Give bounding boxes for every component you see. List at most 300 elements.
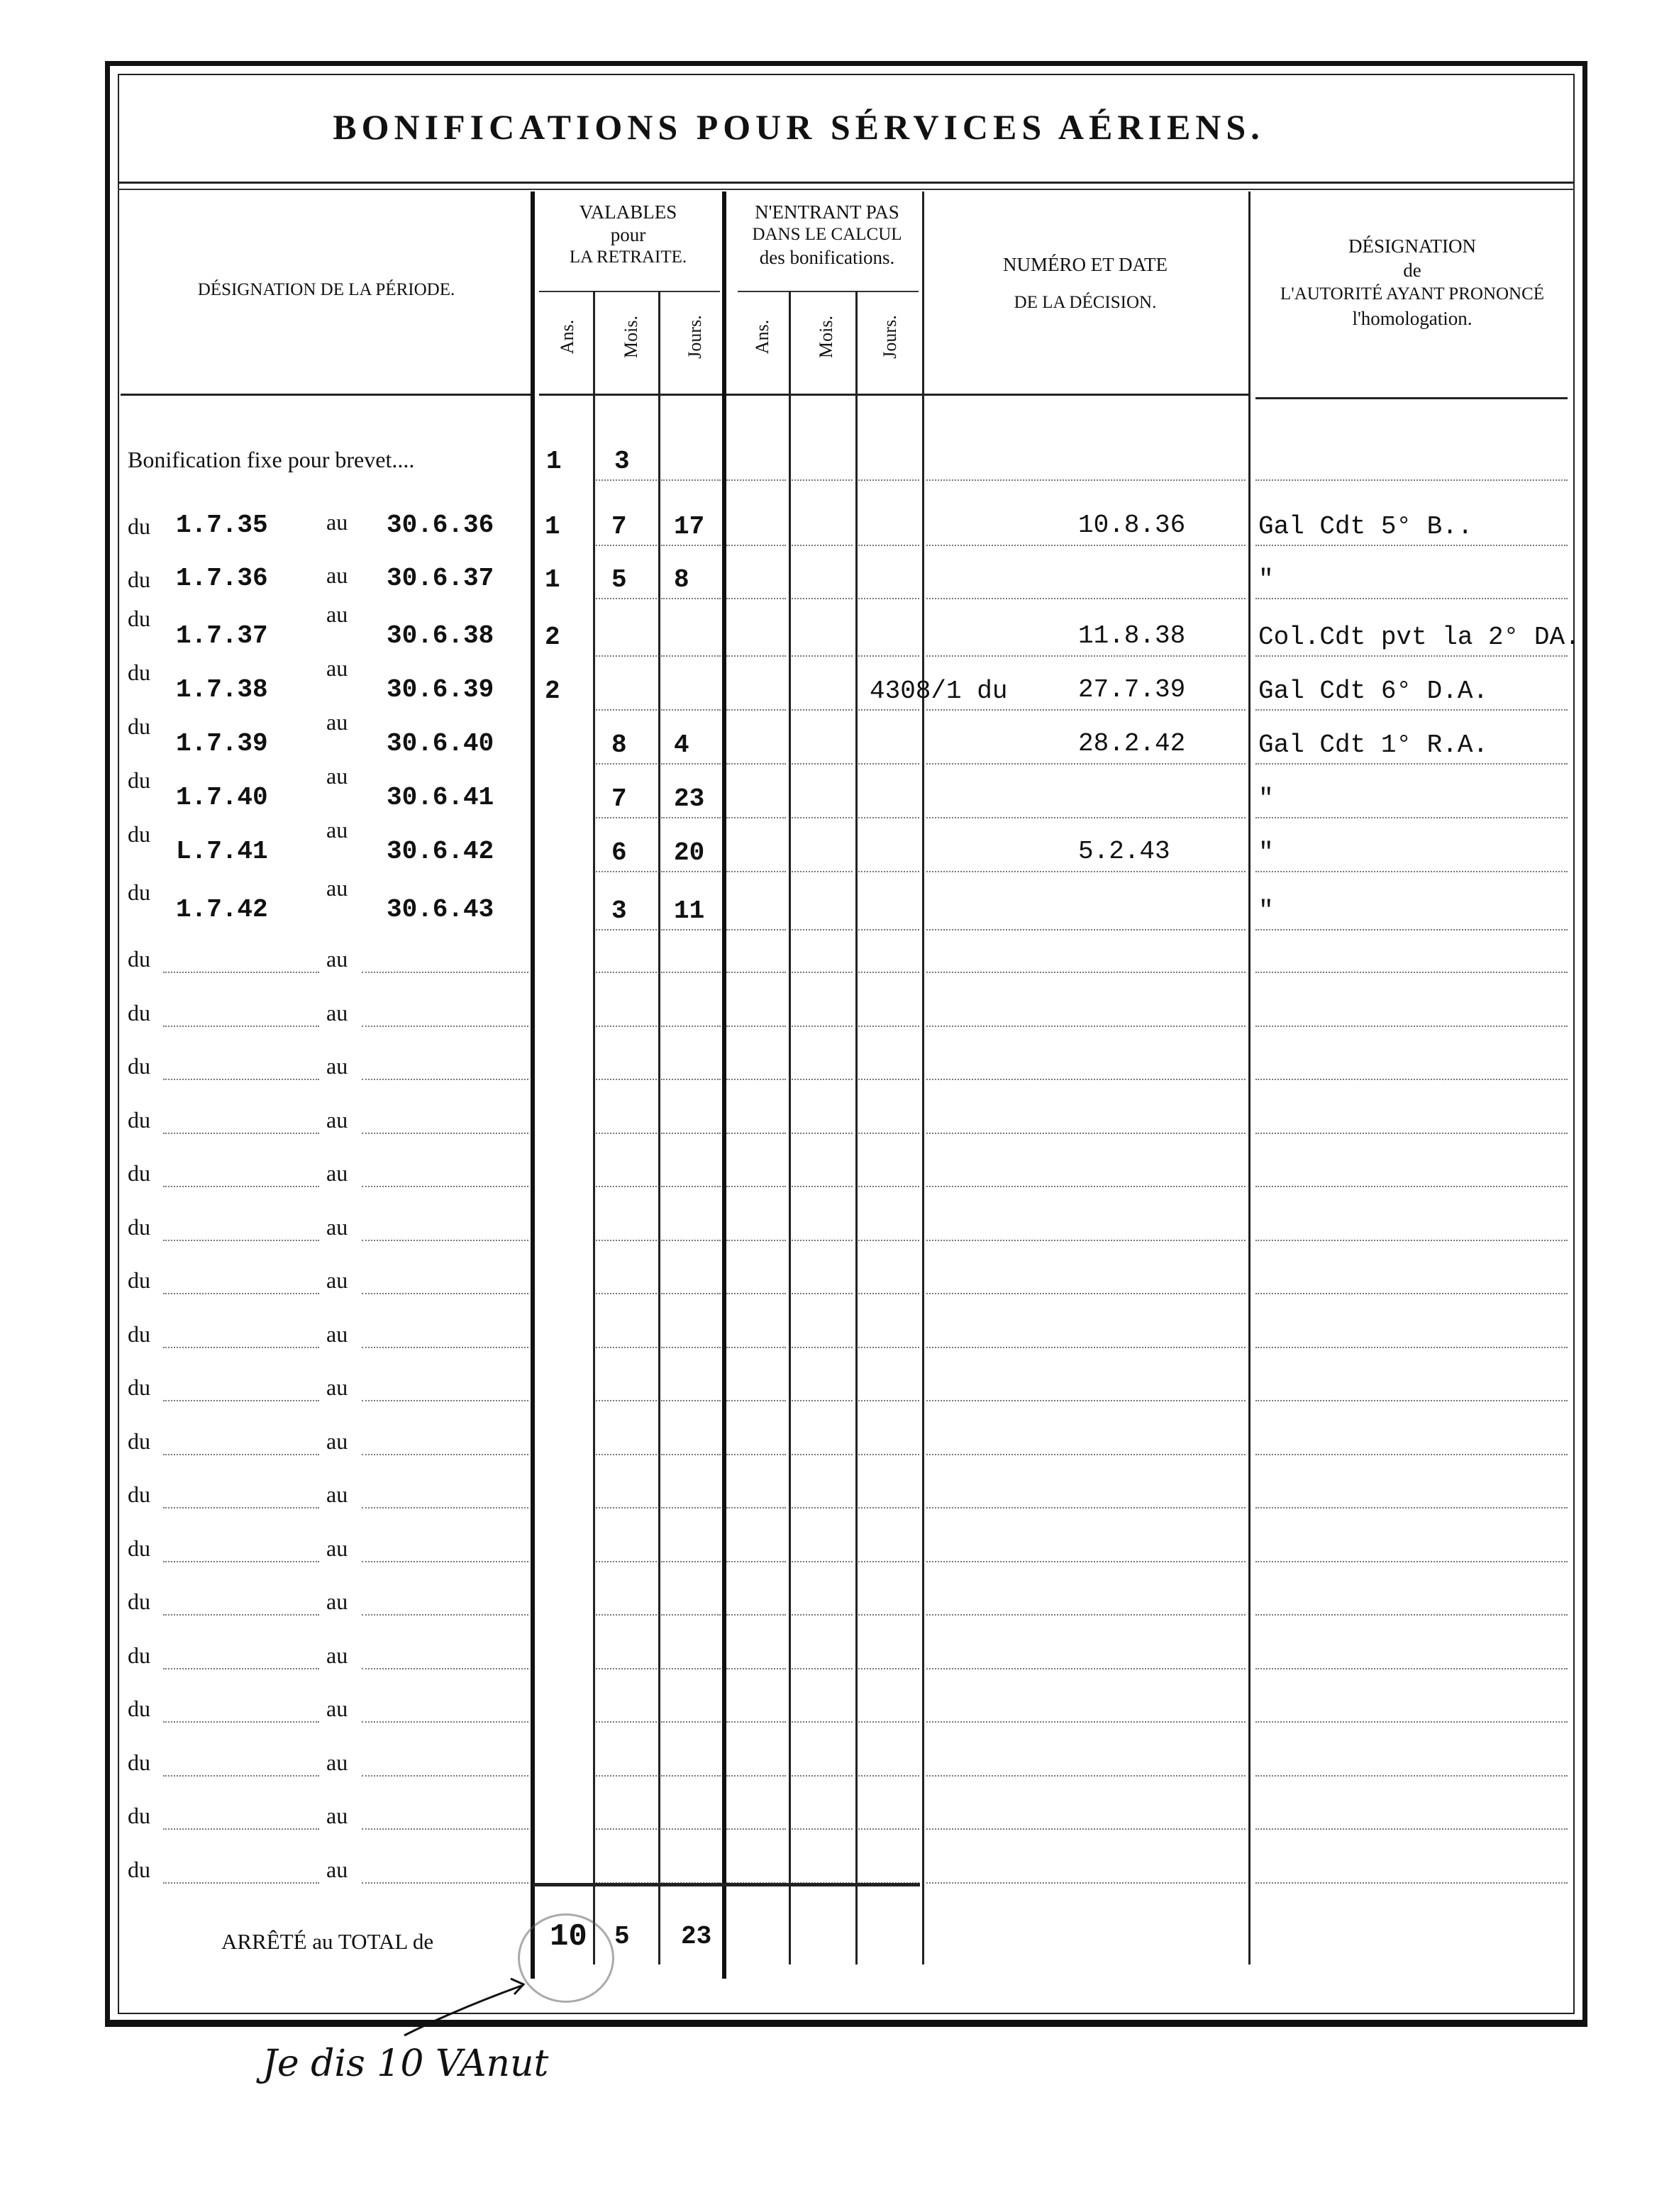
- row-dotted-line: [926, 929, 1246, 930]
- row-from: L.7.41: [176, 837, 268, 866]
- row-autorite: Gal Cdt 1° R.A.: [1258, 730, 1489, 760]
- row-dotted-line: [792, 1240, 853, 1241]
- row-dotted-line: [858, 598, 919, 599]
- row-dotted-line: [596, 1454, 657, 1455]
- row-dotted-line: [661, 1721, 721, 1723]
- row-dotted-line: [858, 545, 919, 546]
- row-date: 5.2.43: [1078, 837, 1170, 866]
- row-dotted-line: [726, 709, 786, 711]
- empty-row-dotted-1: [163, 1347, 319, 1348]
- row-dotted-line: [726, 763, 786, 765]
- row-dotted-line: [1255, 1668, 1568, 1669]
- empty-row-du: du: [128, 1643, 150, 1668]
- row-dotted-line: [858, 1026, 919, 1027]
- row-dotted-line: [726, 1293, 786, 1294]
- row-dotted-line: [661, 1561, 721, 1562]
- empty-row-du: du: [128, 1589, 150, 1614]
- row-dotted-line: [1255, 1775, 1568, 1777]
- empty-row-dotted-2: [362, 1882, 528, 1884]
- row-dotted-line: [926, 1454, 1246, 1455]
- row-dotted-line: [792, 1186, 853, 1187]
- row-dotted-line: [926, 817, 1246, 818]
- row-mois: 5: [611, 565, 627, 594]
- empty-row-dotted-2: [362, 1133, 528, 1134]
- empty-row-dotted-2: [362, 1614, 528, 1616]
- row-dotted-line: [926, 871, 1246, 872]
- empty-row-dotted-2: [362, 1186, 528, 1187]
- row-dotted-line: [596, 1133, 657, 1134]
- row-dotted-line: [858, 1828, 919, 1830]
- row-dotted-line: [661, 929, 721, 930]
- nentrant-brace: [738, 291, 919, 292]
- col-line-ans2: [789, 291, 791, 1964]
- empty-row-dotted-2: [362, 1775, 528, 1777]
- empty-row-dotted-2: [362, 1400, 528, 1401]
- row-dotted-line: [661, 1079, 721, 1080]
- row-mois: 8: [611, 730, 627, 760]
- row-dotted-line: [1255, 1882, 1568, 1884]
- row-dotted-line: [596, 871, 657, 872]
- row-dotted-line: [661, 1186, 721, 1187]
- row-dotted-line: [858, 1561, 919, 1562]
- row-date: 28.2.42: [1078, 729, 1186, 758]
- row-to: 30.6.41: [387, 783, 494, 812]
- row-dotted-line: [858, 1347, 919, 1348]
- empty-row-dotted-1: [163, 972, 319, 973]
- row-dotted-line: [661, 763, 721, 765]
- row-dotted-line: [858, 479, 919, 481]
- row-date: 10.8.36: [1078, 511, 1186, 540]
- row-dotted-line: [596, 1293, 657, 1294]
- row-dotted-line: [792, 1454, 853, 1455]
- row-dotted-line: [792, 709, 853, 711]
- row-dotted-line: [792, 1668, 853, 1669]
- col-line-numero: [1248, 191, 1251, 1964]
- empty-row-dotted-1: [163, 1828, 319, 1830]
- row-dotted-line: [858, 1240, 919, 1241]
- empty-row-au: au: [326, 1857, 348, 1882]
- row-ans: 2: [545, 623, 560, 652]
- row-jours: 4: [674, 730, 689, 760]
- empty-row-au: au: [326, 1482, 348, 1507]
- row-to: 30.6.36: [387, 511, 494, 540]
- empty-row-au: au: [326, 1160, 348, 1186]
- row-dotted-line: [858, 1507, 919, 1508]
- empty-row-dotted-2: [362, 1454, 528, 1455]
- row-dotted-line: [661, 1293, 721, 1294]
- row-dotted-line: [792, 1775, 853, 1777]
- empty-row-du: du: [128, 1428, 150, 1454]
- empty-row-du: du: [128, 1535, 150, 1561]
- brevet-mois: 3: [614, 447, 630, 476]
- row-dotted-line: [926, 1721, 1246, 1723]
- row-from: 1.7.40: [176, 783, 268, 812]
- handwritten-note: Je dis 10 VAnut: [262, 2043, 549, 2085]
- empty-row-dotted-1: [163, 1721, 319, 1723]
- row-dotted-line: [926, 1186, 1246, 1187]
- row-dotted-line: [1255, 972, 1568, 973]
- empty-row-dotted-2: [362, 1026, 528, 1027]
- row-dotted-line: [661, 1775, 721, 1777]
- empty-row-du: du: [128, 1696, 150, 1721]
- row-dotted-line: [661, 972, 721, 973]
- row-dotted-line: [596, 709, 657, 711]
- row-du-label: du: [128, 767, 150, 793]
- empty-row-dotted-1: [163, 1882, 319, 1884]
- row-jours: 8: [674, 565, 689, 594]
- inner-frame: [118, 74, 1575, 2014]
- header-mois-1: Mois.: [621, 316, 641, 358]
- row-dotted-line: [926, 1347, 1246, 1348]
- row-dotted-line: [596, 1561, 657, 1562]
- row-dotted-line: [792, 817, 853, 818]
- row-from: 1.7.36: [176, 564, 268, 593]
- row-du-label: du: [128, 879, 150, 905]
- row-dotted-line: [926, 1240, 1246, 1241]
- row-dotted-line: [661, 1614, 721, 1616]
- row-dotted-line: [726, 1507, 786, 1508]
- row-dotted-line: [596, 1400, 657, 1401]
- empty-row-dotted-1: [163, 1775, 319, 1777]
- total-label: ARRÊTÉ au TOTAL de: [221, 1929, 434, 1954]
- row-dotted-line: [1255, 1026, 1568, 1027]
- header-nentrant: N'ENTRANT PAS DANS LE CALCUL des bonifications.: [752, 201, 902, 268]
- header-periode: DÉSIGNATION DE LA PÉRIODE.: [197, 280, 455, 299]
- row-dotted-line: [596, 545, 657, 546]
- row-to: 30.6.40: [387, 729, 494, 758]
- row-du-label: du: [128, 660, 150, 685]
- total-rule: [533, 1883, 920, 1886]
- header-ans-2: Ans.: [752, 319, 772, 355]
- row-dotted-line: [1255, 598, 1568, 599]
- row-dotted-line: [792, 1293, 853, 1294]
- empty-row-dotted-1: [163, 1186, 319, 1187]
- row-dotted-line: [1255, 1240, 1568, 1241]
- empty-row-dotted-1: [163, 1133, 319, 1134]
- empty-row-dotted-2: [362, 1561, 528, 1562]
- row-dotted-line: [726, 1614, 786, 1616]
- row-dotted-line: [726, 1828, 786, 1830]
- row-num: 4308/1 du: [870, 677, 1008, 706]
- empty-row-au: au: [326, 946, 348, 972]
- row-dotted-line: [858, 709, 919, 711]
- brevet-label: Bonification fixe pour brevet....: [128, 447, 415, 472]
- row-dotted-line: [792, 1614, 853, 1616]
- row-dotted-line: [858, 1614, 919, 1616]
- row-autorite: Gal Cdt 6° D.A.: [1258, 677, 1489, 706]
- row-dotted-line: [1255, 1133, 1568, 1134]
- empty-row-dotted-2: [362, 1079, 528, 1080]
- row-mois: 7: [611, 512, 627, 541]
- empty-row-du: du: [128, 946, 150, 972]
- empty-row-au: au: [326, 1267, 348, 1293]
- header-numero: NUMÉRO ET DATE DE LA DÉCISION.: [1003, 254, 1168, 312]
- row-dotted-line: [596, 1775, 657, 1777]
- row-dotted-line: [792, 1347, 853, 1348]
- row-dotted-line: [596, 1614, 657, 1616]
- header-bottom-rule-2: [539, 394, 1248, 396]
- row-dotted-line: [726, 1240, 786, 1241]
- header-jours-2: Jours.: [880, 315, 900, 359]
- row-dotted-line: [858, 1293, 919, 1294]
- row-au-label: au: [326, 763, 348, 789]
- row-dotted-line: [926, 1507, 1246, 1508]
- row-dotted-line: [661, 545, 721, 546]
- row-dotted-line: [792, 1721, 853, 1723]
- row-dotted-line: [726, 479, 786, 481]
- row-dotted-line: [596, 1507, 657, 1508]
- empty-row-du: du: [128, 1482, 150, 1507]
- empty-row-au: au: [326, 1214, 348, 1240]
- row-dotted-line: [1255, 1561, 1568, 1562]
- header-bottom-rule-1: [121, 394, 535, 396]
- row-dotted-line: [596, 1240, 657, 1241]
- row-dotted-line: [726, 817, 786, 818]
- row-dotted-line: [858, 1721, 919, 1723]
- row-dotted-line: [596, 972, 657, 973]
- empty-row-au: au: [326, 1053, 348, 1079]
- empty-row-dotted-2: [362, 1507, 528, 1508]
- row-du-label: du: [128, 513, 150, 539]
- row-dotted-line: [1255, 817, 1568, 818]
- row-to: 30.6.38: [387, 621, 494, 650]
- row-dotted-line: [596, 763, 657, 765]
- total-ans: 10: [550, 1919, 587, 1955]
- empty-row-au: au: [326, 1107, 348, 1133]
- title-rule: [118, 182, 1575, 184]
- header-valables: VALABLES pour LA RETRAITE.: [569, 201, 687, 267]
- empty-row-au: au: [326, 1321, 348, 1347]
- row-dotted-line: [1255, 1721, 1568, 1723]
- row-autorite: Col.Cdt pvt la 2° DA.: [1258, 623, 1580, 652]
- row-dotted-line: [858, 929, 919, 930]
- empty-row-du: du: [128, 1803, 150, 1828]
- valables-brace: [539, 291, 720, 292]
- row-jours: 17: [674, 512, 705, 541]
- col-line-jours1: [722, 191, 726, 1979]
- row-dotted-line: [726, 1026, 786, 1027]
- empty-row-au: au: [326, 1000, 348, 1026]
- row-dotted-line: [926, 1026, 1246, 1027]
- title-rule-2: [118, 189, 1575, 190]
- row-dotted-line: [792, 1026, 853, 1027]
- empty-row-dotted-1: [163, 1668, 319, 1669]
- row-dotted-line: [858, 1186, 919, 1187]
- brevet-ans: 1: [546, 447, 562, 476]
- empty-row-dotted-1: [163, 1561, 319, 1562]
- row-dotted-line: [726, 1721, 786, 1723]
- row-dotted-line: [726, 1775, 786, 1777]
- empty-row-dotted-1: [163, 1293, 319, 1294]
- row-jours: 20: [674, 838, 705, 867]
- row-autorite: ": [1258, 838, 1274, 867]
- empty-row-au: au: [326, 1643, 348, 1668]
- row-au-label: au: [326, 601, 348, 627]
- row-du-label: du: [128, 821, 150, 847]
- row-dotted-line: [726, 1133, 786, 1134]
- row-dotted-line: [1255, 871, 1568, 872]
- row-dotted-line: [792, 1507, 853, 1508]
- empty-row-dotted-1: [163, 1507, 319, 1508]
- empty-row-dotted-2: [362, 1240, 528, 1241]
- col-line-periode: [531, 191, 535, 1979]
- row-autorite: Gal Cdt 5° B..: [1258, 512, 1473, 541]
- empty-row-au: au: [326, 1589, 348, 1614]
- col-line-mois2: [855, 291, 858, 1964]
- row-dotted-line: [661, 1454, 721, 1455]
- row-dotted-line: [926, 545, 1246, 546]
- empty-row-dotted-1: [163, 1026, 319, 1027]
- row-dotted-line: [1255, 1400, 1568, 1401]
- row-dotted-line: [1255, 655, 1568, 657]
- row-au-label: au: [326, 509, 348, 535]
- row-dotted-line: [661, 1133, 721, 1134]
- row-ans: 2: [545, 677, 560, 706]
- row-dotted-line: [792, 598, 853, 599]
- empty-row-du: du: [128, 1107, 150, 1133]
- row-jours: 11: [674, 896, 705, 926]
- row-dotted-line: [596, 1186, 657, 1187]
- row-dotted-line: [661, 1400, 721, 1401]
- row-to: 30.6.37: [387, 564, 494, 593]
- row-dotted-line: [792, 1828, 853, 1830]
- row-dotted-line: [792, 929, 853, 930]
- row-dotted-line: [1255, 1507, 1568, 1508]
- row-dotted-line: [792, 1400, 853, 1401]
- row-dotted-line: [596, 1347, 657, 1348]
- row-dotted-line: [926, 1614, 1246, 1616]
- empty-row-au: au: [326, 1535, 348, 1561]
- empty-row-du: du: [128, 1160, 150, 1186]
- row-dotted-line: [926, 972, 1246, 973]
- row-dotted-line: [726, 929, 786, 930]
- row-dotted-line: [792, 1079, 853, 1080]
- row-dotted-line: [792, 545, 853, 546]
- row-dotted-line: [792, 871, 853, 872]
- row-dotted-line: [858, 871, 919, 872]
- row-dotted-line: [926, 709, 1246, 711]
- row-autorite: ": [1258, 896, 1274, 926]
- row-dotted-line: [926, 1400, 1246, 1401]
- empty-row-dotted-1: [163, 1240, 319, 1241]
- row-dotted-line: [858, 1400, 919, 1401]
- row-dotted-line: [792, 479, 853, 481]
- row-dotted-line: [1255, 1186, 1568, 1187]
- row-dotted-line: [926, 1079, 1246, 1080]
- row-dotted-line: [1255, 1614, 1568, 1616]
- col-line-jours2: [922, 191, 924, 1964]
- row-dotted-line: [926, 1133, 1246, 1134]
- row-dotted-line: [661, 1347, 721, 1348]
- row-dotted-line: [926, 763, 1246, 765]
- row-from: 1.7.39: [176, 729, 268, 758]
- empty-row-au: au: [326, 1696, 348, 1721]
- row-dotted-line: [596, 817, 657, 818]
- row-dotted-line: [858, 1454, 919, 1455]
- row-autorite: ": [1258, 784, 1274, 813]
- empty-row-dotted-2: [362, 1293, 528, 1294]
- row-dotted-line: [792, 655, 853, 657]
- row-dotted-line: [726, 1347, 786, 1348]
- row-mois: 7: [611, 784, 627, 813]
- row-dotted-line: [1255, 545, 1568, 546]
- row-to: 30.6.43: [387, 895, 494, 924]
- row-dotted-line: [596, 655, 657, 657]
- empty-row-dotted-2: [362, 972, 528, 973]
- row-dotted-line: [726, 972, 786, 973]
- row-from: 1.7.37: [176, 621, 268, 650]
- row-dotted-line: [726, 1668, 786, 1669]
- row-dotted-line: [792, 1133, 853, 1134]
- row-dotted-line: [661, 1026, 721, 1027]
- row-dotted-line: [926, 1775, 1246, 1777]
- row-dotted-line: [1255, 763, 1568, 765]
- row-dotted-line: [596, 1668, 657, 1669]
- empty-row-dotted-2: [362, 1721, 528, 1723]
- empty-row-dotted-1: [163, 1454, 319, 1455]
- row-dotted-line: [1255, 1828, 1568, 1830]
- row-dotted-line: [926, 1293, 1246, 1294]
- row-dotted-line: [926, 1828, 1246, 1830]
- row-to: 30.6.39: [387, 675, 494, 704]
- row-dotted-line: [596, 479, 657, 481]
- row-au-label: au: [326, 817, 348, 843]
- row-dotted-line: [1255, 1079, 1568, 1080]
- empty-row-dotted-2: [362, 1668, 528, 1669]
- row-dotted-line: [661, 1507, 721, 1508]
- row-autorite: ": [1258, 565, 1274, 594]
- row-to: 30.6.42: [387, 837, 494, 866]
- row-au-label: au: [326, 655, 348, 681]
- row-dotted-line: [726, 871, 786, 872]
- empty-row-dotted-2: [362, 1828, 528, 1830]
- row-dotted-line: [858, 817, 919, 818]
- row-dotted-line: [596, 1079, 657, 1080]
- empty-row-au: au: [326, 1374, 348, 1400]
- row-dotted-line: [661, 709, 721, 711]
- row-dotted-line: [1255, 709, 1568, 711]
- row-dotted-line: [726, 545, 786, 546]
- header-mois-2: Mois.: [816, 316, 836, 358]
- empty-row-du: du: [128, 1000, 150, 1026]
- row-dotted-line: [858, 1668, 919, 1669]
- empty-row-dotted-1: [163, 1614, 319, 1616]
- row-au-label: au: [326, 875, 348, 901]
- row-dotted-line: [1255, 1347, 1568, 1348]
- empty-row-dotted-1: [163, 1079, 319, 1080]
- row-dotted-line: [926, 1882, 1246, 1884]
- header-autorite: DÉSIGNATION de L'AUTORITÉ AYANT PRONONCÉ l'homologation.: [1280, 235, 1545, 329]
- empty-row-du: du: [128, 1750, 150, 1775]
- empty-row-du: du: [128, 1053, 150, 1079]
- row-dotted-line: [926, 598, 1246, 599]
- page-title: BONIFICATIONS POUR SÉRVICES AÉRIENS.: [333, 107, 1265, 147]
- row-dotted-line: [596, 929, 657, 930]
- empty-row-du: du: [128, 1267, 150, 1293]
- row-dotted-line: [596, 1721, 657, 1723]
- row-dotted-line: [858, 1775, 919, 1777]
- empty-row-dotted-1: [163, 1400, 319, 1401]
- row-dotted-line: [1255, 1293, 1568, 1294]
- empty-row-au: au: [326, 1803, 348, 1828]
- pointer-arrow: [397, 1957, 539, 2043]
- total-mois: 5: [614, 1922, 630, 1951]
- row-dotted-line: [926, 479, 1246, 481]
- empty-row-du: du: [128, 1321, 150, 1347]
- row-au-label: au: [326, 562, 348, 588]
- row-dotted-line: [661, 1828, 721, 1830]
- row-dotted-line: [726, 598, 786, 599]
